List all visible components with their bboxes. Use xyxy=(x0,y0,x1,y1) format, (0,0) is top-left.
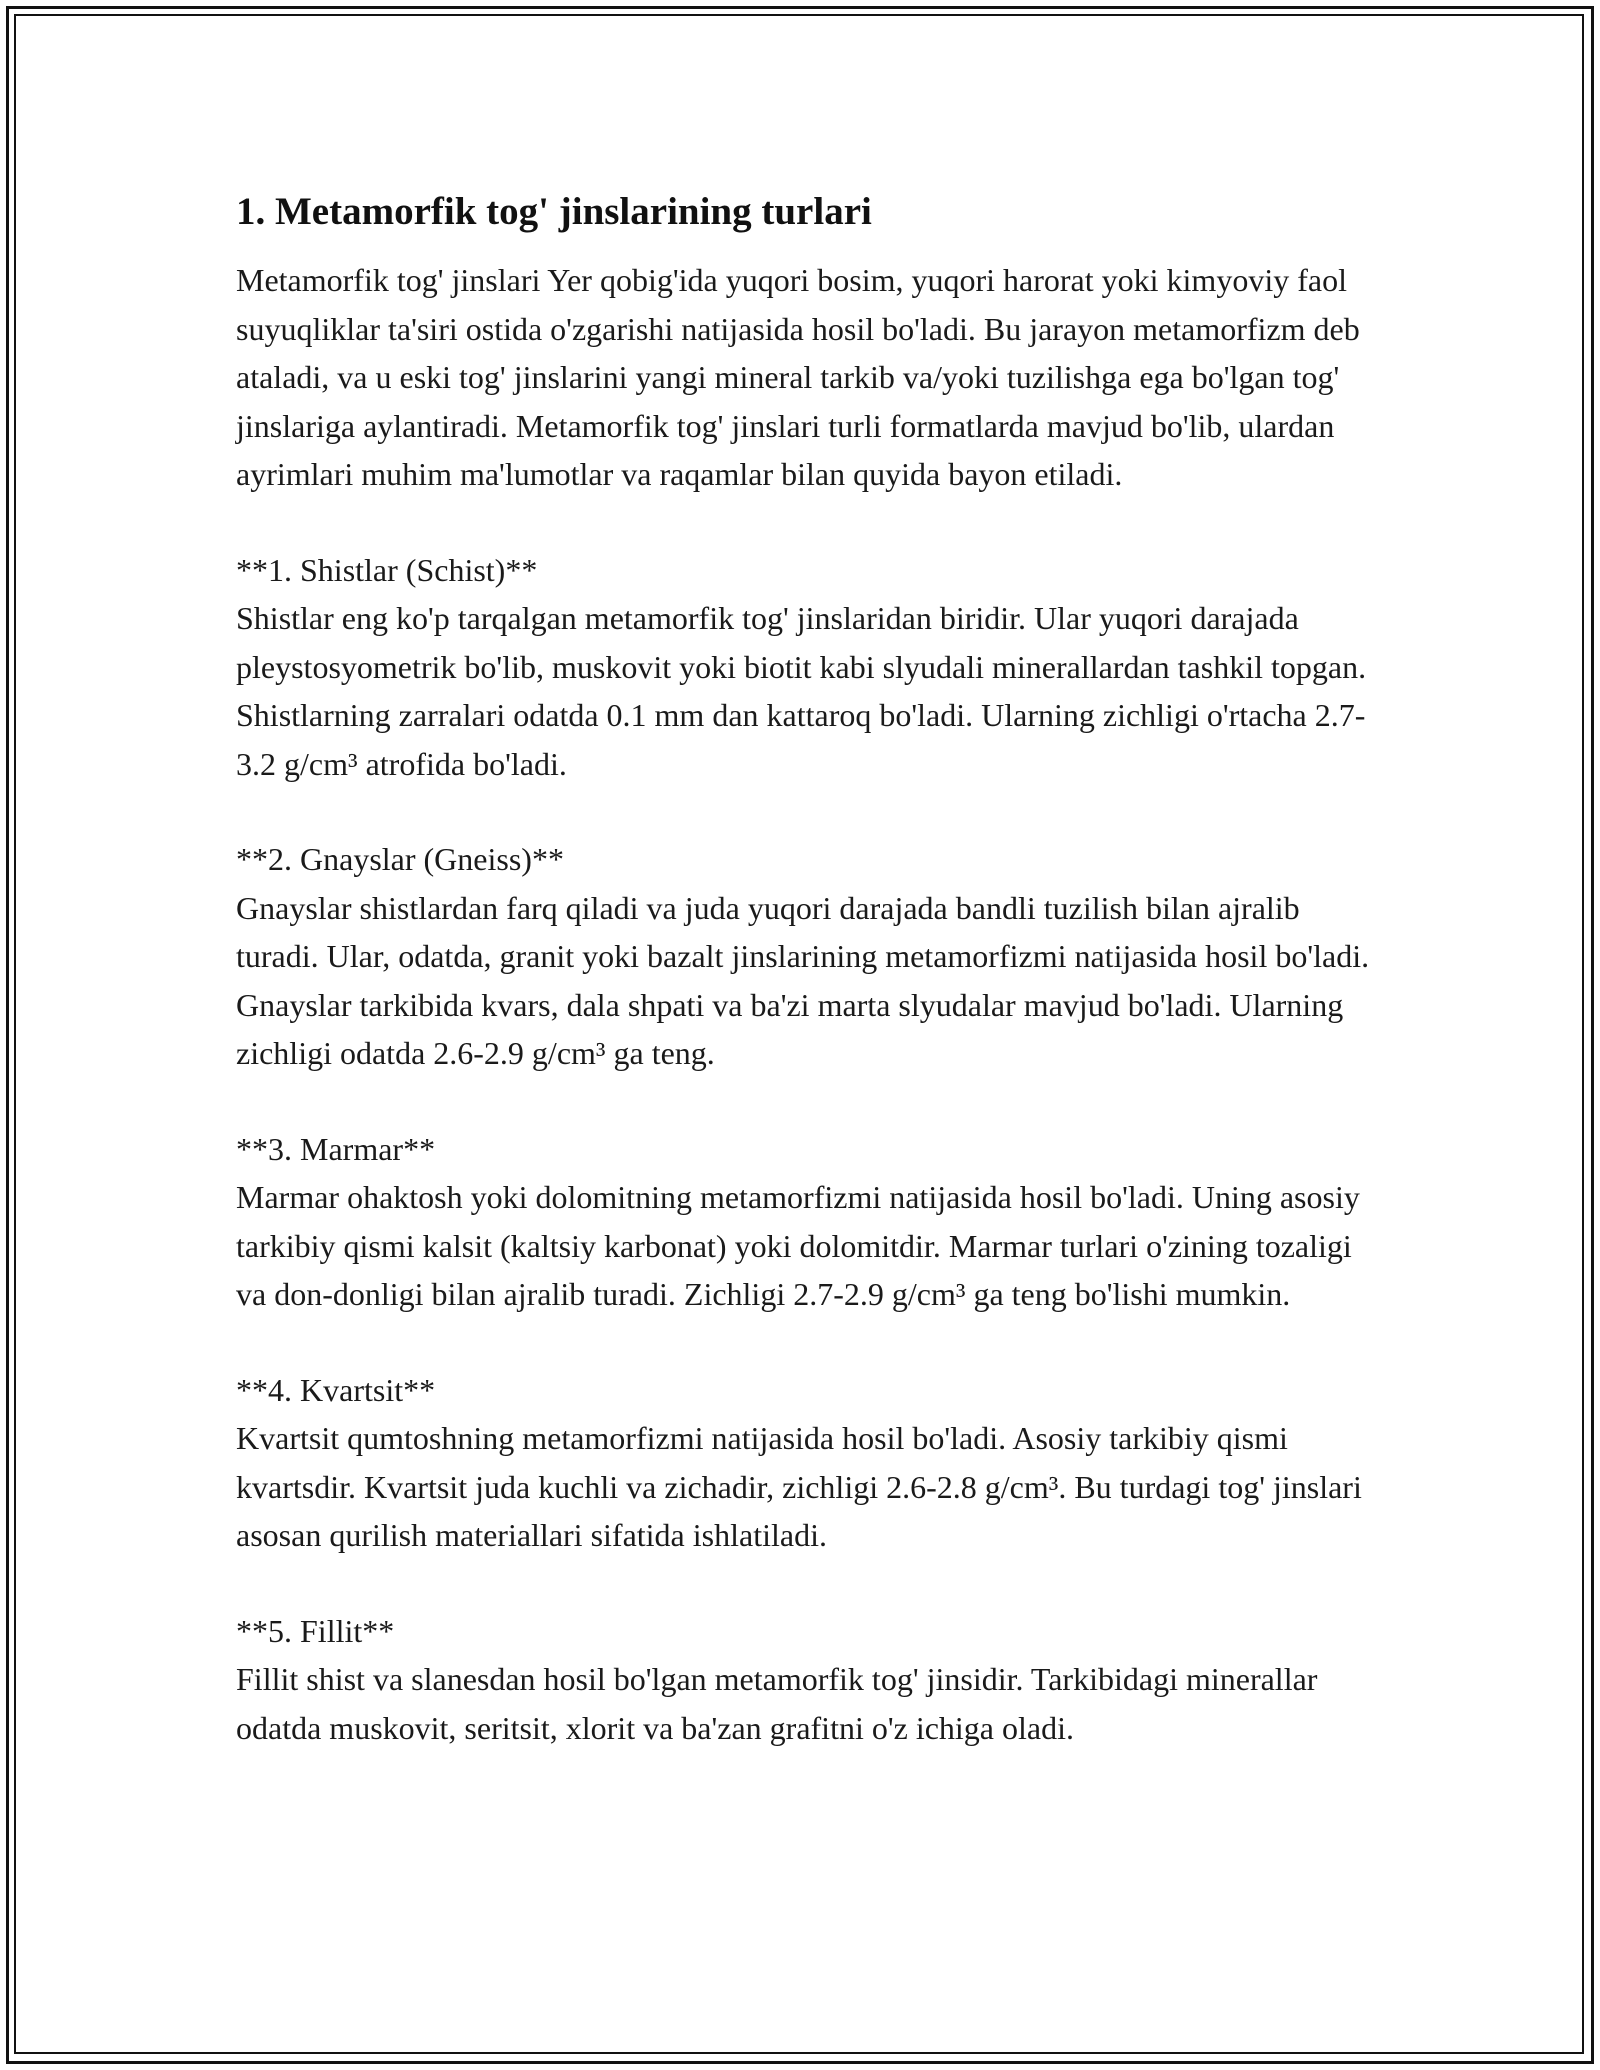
section-marmar xyxy=(236,1125,1376,1319)
section-title: **4. Kvartsit** xyxy=(236,1371,436,1408)
section-title: **2. Gnayslar (Gneiss)** xyxy=(236,841,564,877)
section-body: Kvartsit qumtoshning metamorfizmi natijasida hosil bo'ladi. Asosiy tarkibiy qismi kvartsdir. Kvartsit juda kuchli va zichadir, zichligi 2.6-2.8 g/cm³. Bu turdagi tog' jinslari asosan qurilish materiallari sifatida ishlatiladi. xyxy=(236,1420,1362,1553)
section-title: **5. Fillit** xyxy=(236,1612,395,1649)
section-shistlar xyxy=(236,546,1376,789)
intro-paragraph: Metamorfik tog' jinslari Yer qobig'ida yuqori bosim, yuqori harorat yoki kimyoviy faol suyuqliklar ta'siri ostida o'zgarishi natijasida hosil bo'ladi. Bu jarayon metamorfizm deb ataladi, va u eski tog' jinslarini yangi mineral tarkib va/yoki tuzilishga ega bo'lgan tog' jinslariga aylantiradi. Metamorfik tog' jinslari turli formatlarda mavjud bo'lib, ulardan ayrimlari muhim ma'lumotlar va raqamlar bilan quyida bayon etiladi. xyxy=(236,262,1360,492)
page-title: 1. Metamorfik tog' jinslarining turlari xyxy=(236,190,872,233)
section-body: Gnayslar shistlardan farq qiladi va juda yuqori darajada bandli tuzilish bilan ajralib turadi. Ular, odatda, granit yoki bazalt jinslarining metamorfizmi natijasida hosil bo'ladi. Gnayslar tarkibida kvars, dala shpati va ba'zi marta slyudalar mavjud bo'ladi. Ularning zichligi odatda 2.6-2.9 g/cm³ ga teng. xyxy=(236,889,1370,1071)
section-title: **1. Shistlar (Schist)** xyxy=(236,551,538,588)
section-body: Shistlar eng ko'p tarqalgan metamorfik tog' jinslaridan biridir. Ular yuqori darajada pleystosyometrik bo'lib, muskovit yoki biotit kabi slyudali minerallardan tashkil topgan. Shistlarning zarralari odatda 0.1 mm dan kattaroq bo'ladi. Ularning zichligi o'rtacha 2.7-3.2 g/cm³ atrofida bo'ladi. xyxy=(236,600,1367,782)
section-body: Marmar ohaktosh yoki dolomitning metamorfizmi natijasida hosil bo'ladi. Uning asosiy tarkibiy qismi kalsit (kaltsiy karbonat) yoki dolomitdir. Marmar turlari o'zining tozaligi va don-donligi bilan ajralib turadi. Zichligi 2.7-2.9 g/cm³ ga teng bo'lishi mumkin. xyxy=(236,1179,1360,1312)
section-title: **3. Marmar** xyxy=(236,1130,436,1167)
document-body xyxy=(236,186,1376,1799)
section-fillit xyxy=(236,1607,1376,1753)
section-kvartsit xyxy=(236,1366,1376,1560)
section-gnayslar xyxy=(236,835,1376,1078)
section-body: Fillit shist va slanesdan hosil bo'lgan metamorfik tog' jinsidir. Tarkibidagi minerallar odatda muskovit, seritsit, xlorit va ba'zan grafitni o'z ichiga oladi. xyxy=(236,1661,1318,1746)
